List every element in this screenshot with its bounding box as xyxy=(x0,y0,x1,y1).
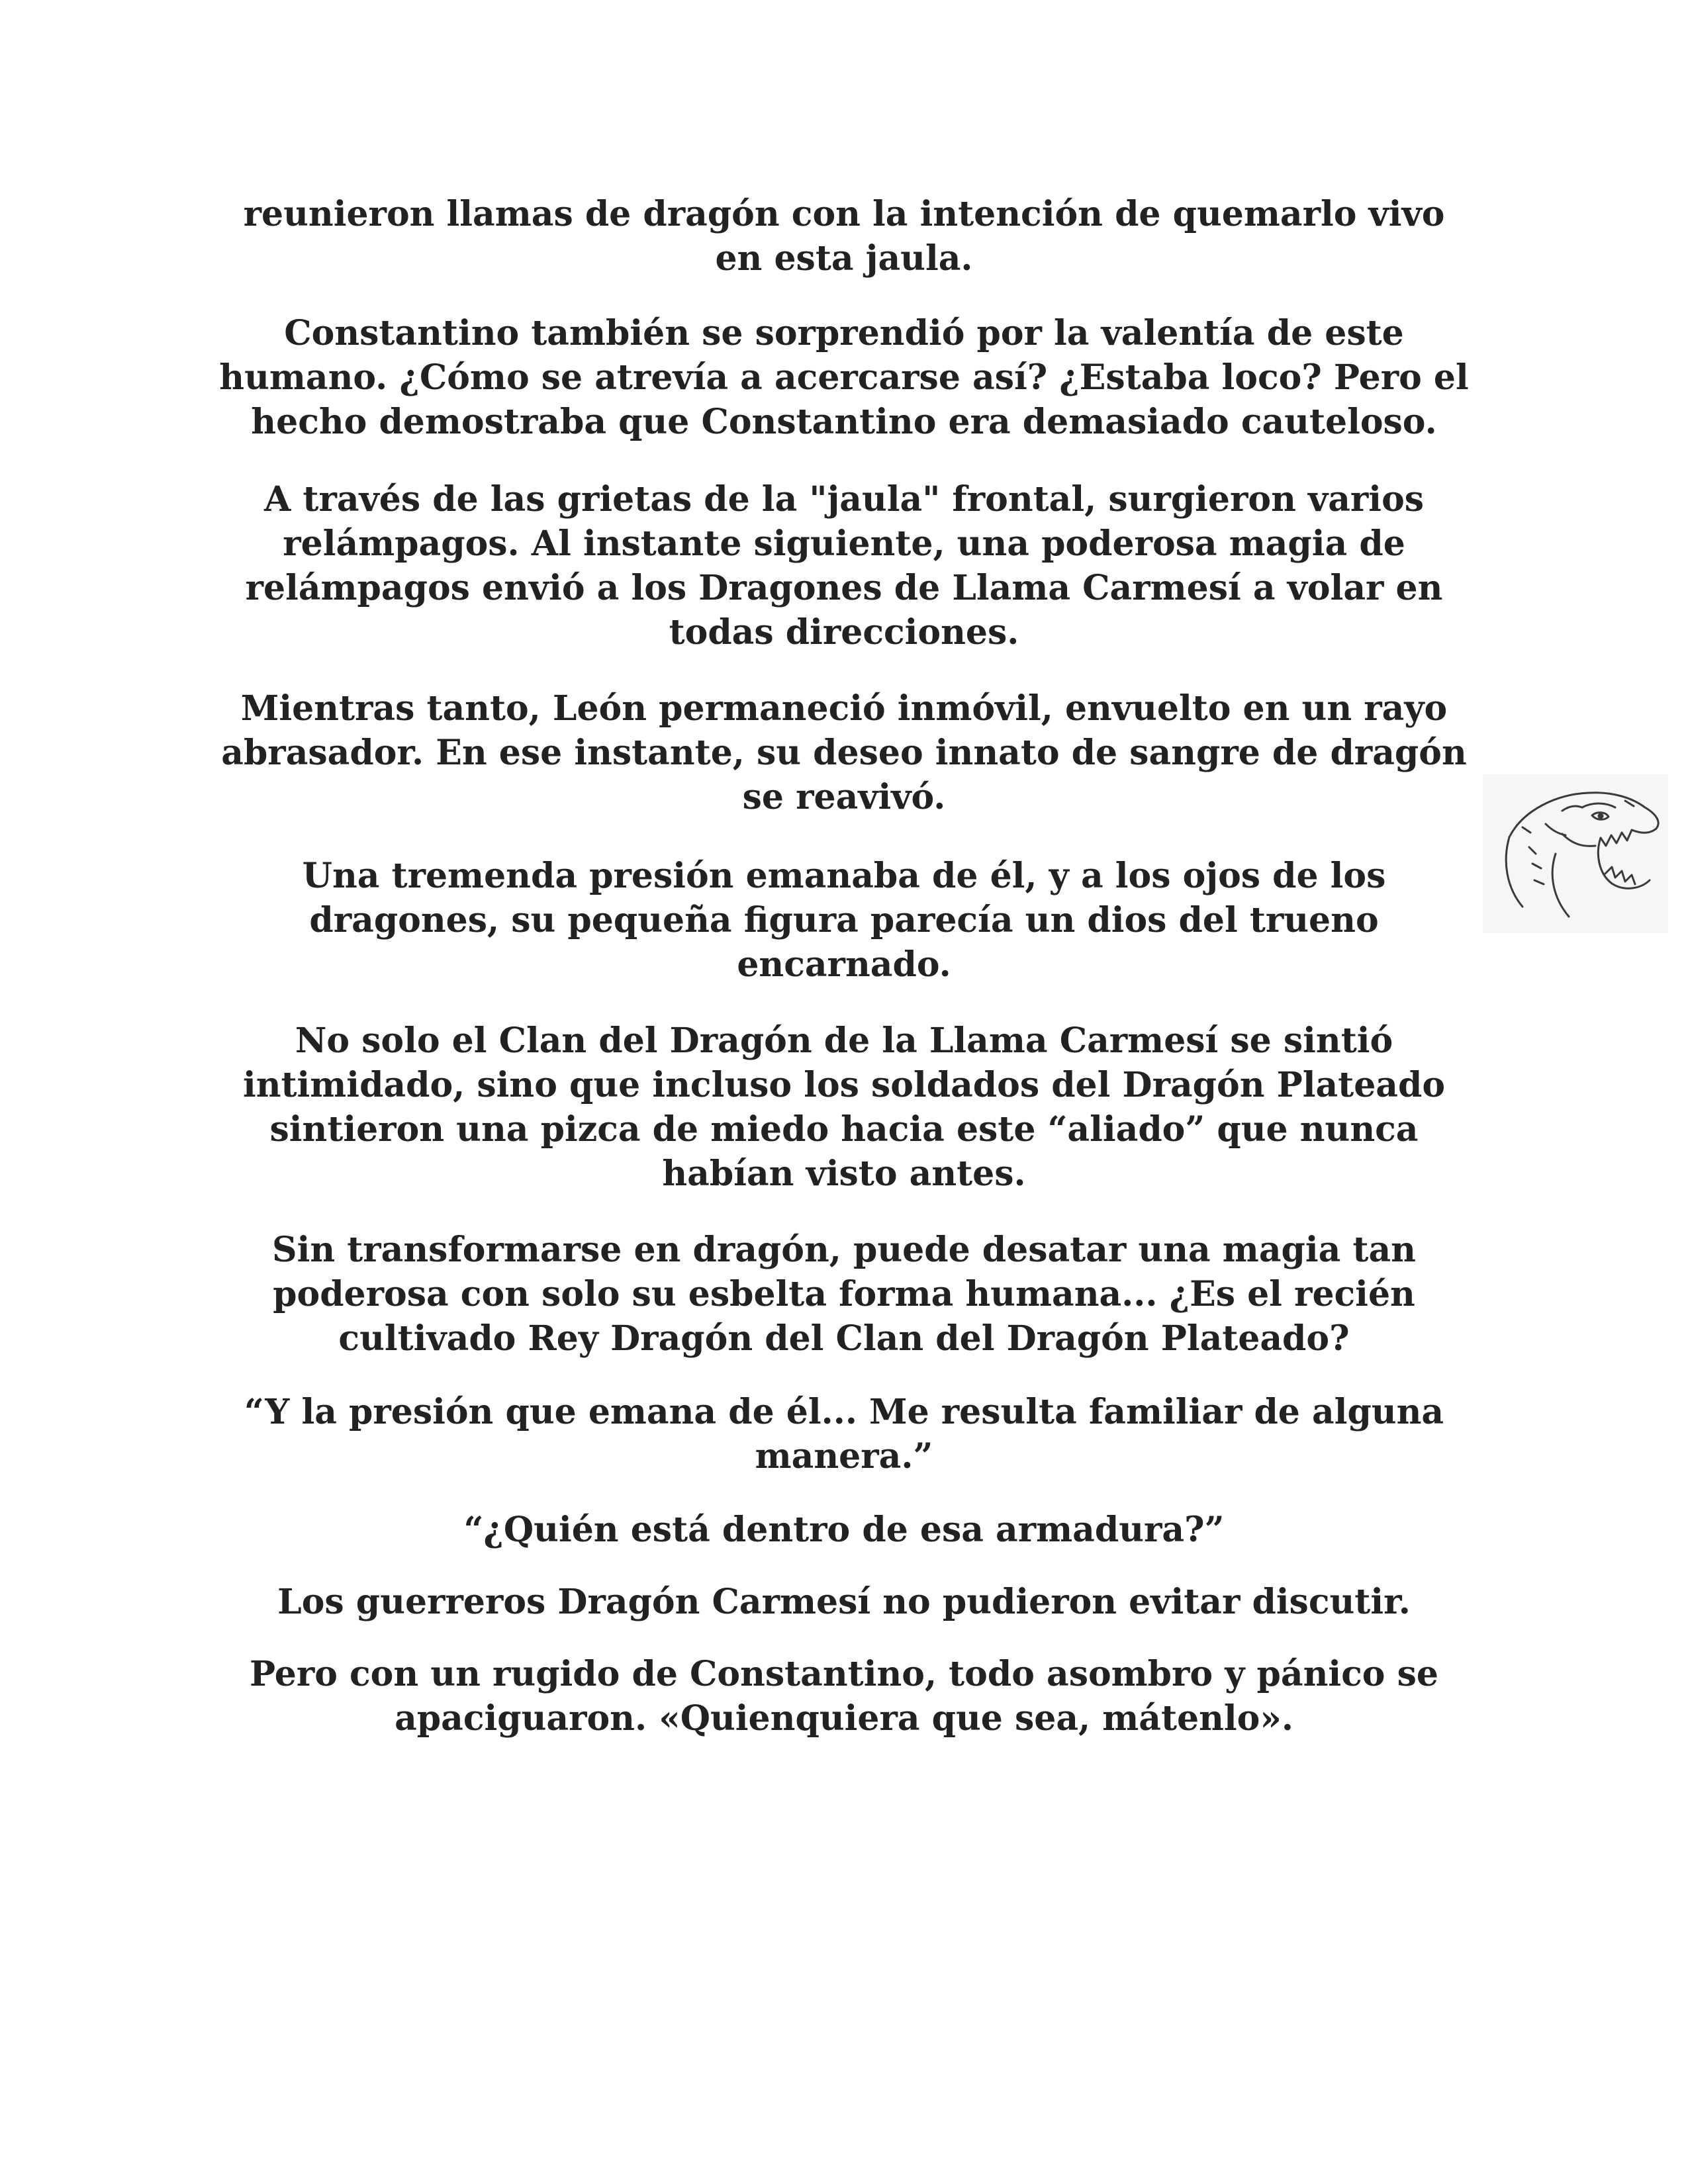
paragraph: Los guerreros Dragón Carmesí no pudieron evitar discutir. xyxy=(277,1582,1411,1622)
paragraph: Mientras tanto, León permaneció inmóvil, envuelto en un rayo abrasador. En ese instante, su deseo innato de sangre de dragón se reavivó. xyxy=(221,688,1467,817)
text-column xyxy=(218,192,1470,1770)
paragraph: “Y la presión que emana de él... Me resulta familiar de alguna manera.” xyxy=(244,1392,1444,1477)
paragraph: No solo el Clan del Dragón de la Llama Carmesí se sintió intimidado, sino que incluso los soldados del Dragón Plateado sintieron una pizca de miedo hacia este “aliado” que nunca habían visto antes. xyxy=(242,1021,1446,1194)
paragraph: Constantino también se sorprendió por la valentía de este humano. ¿Cómo se atrevía a acercarse así? ¿Estaba loco? Pero el hecho demostraba que Constantino era demasiado cauteloso. xyxy=(219,313,1469,442)
dragon-head-sketch-icon xyxy=(1483,774,1668,933)
paragraph: reunieron llamas de dragón con la intención de quemarlo vivo en esta jaula. xyxy=(243,194,1445,279)
paragraph: “¿Quién está dentro de esa armadura?” xyxy=(463,1510,1225,1550)
paragraph: A través de las grietas de la "jaula" frontal, surgieron varios relámpagos. Al instante siguiente, una poderosa magia de relámpagos envió a los Dragones de Llama Carmesí a volar en todas direcciones. xyxy=(245,479,1443,653)
paragraph: Una tremenda presión emanaba de él, y a los ojos de los dragones, su pequeña figura parecía un dios del trueno encarnado. xyxy=(302,856,1386,985)
paragraph: Pero con un rugido de Constantino, todo asombro y pánico se apaciguaron. «Quienquiera que sea, mátenlo». xyxy=(250,1654,1438,1739)
paragraph: Sin transformarse en dragón, puede desatar una magia tan poderosa con solo su esbelta forma humana... ¿Es el recién cultivado Rey Dragón del Clan del Dragón Plateado? xyxy=(272,1230,1416,1359)
